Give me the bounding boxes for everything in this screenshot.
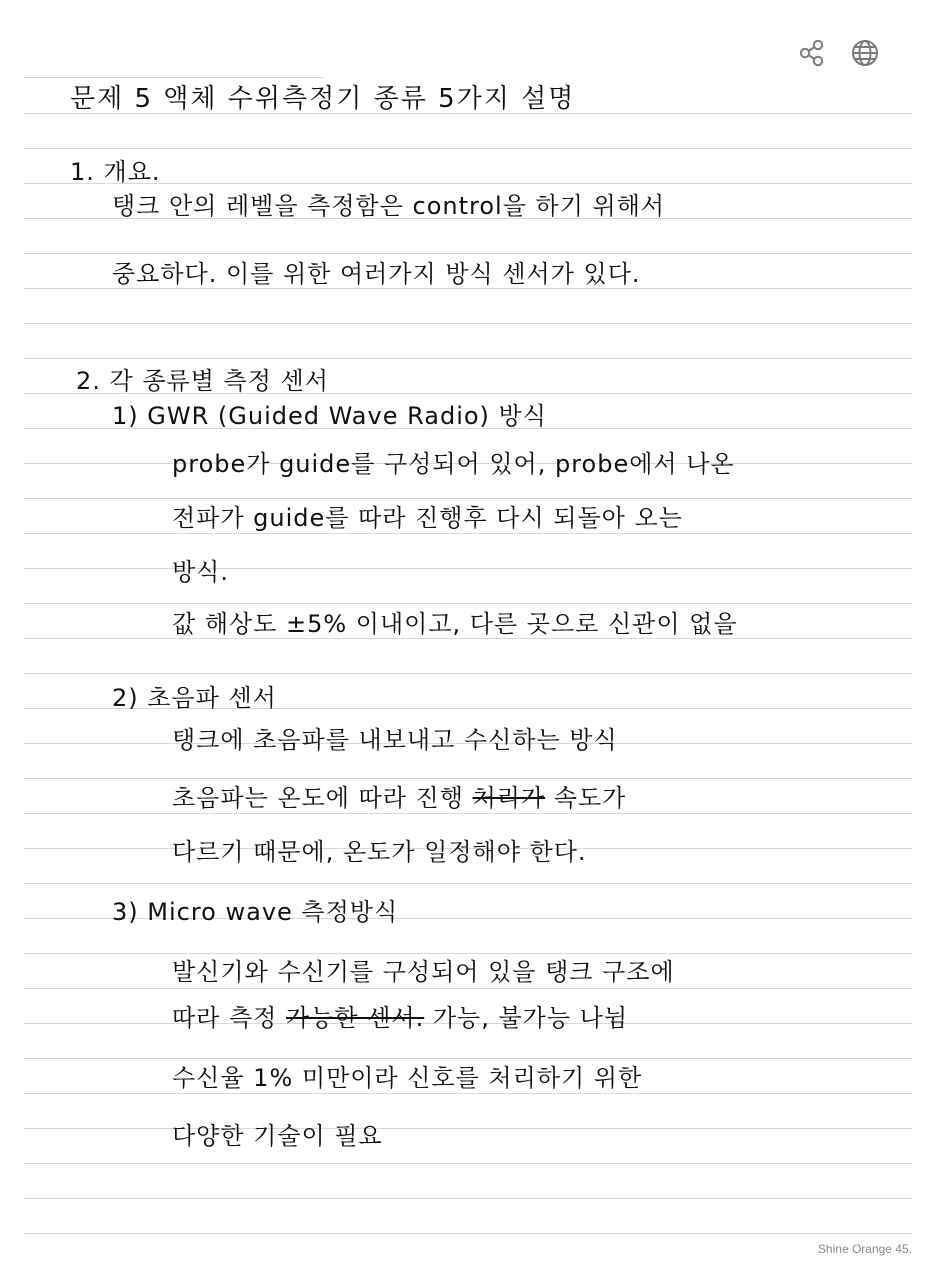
note-line: 중요하다. 이를 위한 여러가지 방식 센서가 있다. <box>112 260 641 288</box>
rule-line <box>24 988 912 989</box>
note-line: 다르기 때문에, 온도가 일정해야 한다. <box>172 838 587 866</box>
rule-line <box>24 358 912 359</box>
rule-line <box>24 953 912 954</box>
struck-text: 처리가 <box>472 784 546 812</box>
note-line: 다양한 기술이 필요 <box>172 1122 383 1150</box>
share-icon[interactable] <box>797 38 827 68</box>
subsection-heading-microwave: 3) Micro wave 측정방식 <box>112 898 399 926</box>
rule-line <box>24 1198 912 1199</box>
struck-text: 가능한 센서. <box>286 1004 425 1032</box>
note-title: 문제 5 액체 수위측정기 종류 5가지 설명 <box>70 84 576 114</box>
section-heading-overview: 1. 개요. <box>70 158 161 186</box>
rule-line <box>24 1163 912 1164</box>
subsection-heading-ultrasonic: 2) 초음파 센서 <box>112 684 277 712</box>
note-line: 전파가 guide를 따라 진행후 다시 되돌아 오는 <box>172 504 683 532</box>
note-line: 방식. <box>172 558 229 586</box>
rule-line <box>24 883 912 884</box>
note-line <box>172 1006 628 1030</box>
note-line <box>172 786 626 810</box>
rule-line <box>24 288 912 289</box>
rule-line <box>24 77 324 78</box>
rule-line <box>24 148 912 149</box>
note-text: 가능, 불가능 나뉨 <box>432 1004 629 1032</box>
rule-line <box>24 323 912 324</box>
rule-line <box>24 533 912 534</box>
note-line: 발신기와 수신기를 구성되어 있을 탱크 구조에 <box>172 958 675 986</box>
rule-line <box>24 498 912 499</box>
note-text: 초음파는 온도에 따라 진행 <box>172 784 464 812</box>
rule-line <box>24 1233 912 1234</box>
note-line: probe가 guide를 구성되어 있어, probe에서 나온 <box>172 450 735 478</box>
note-text: 따라 측정 <box>172 1004 278 1032</box>
rule-line <box>24 1093 912 1094</box>
rule-line <box>24 603 912 604</box>
rule-line <box>24 778 912 779</box>
subsection-heading-gwr: 1) GWR (Guided Wave Radio) 방식 <box>112 402 547 430</box>
globe-icon[interactable] <box>850 38 880 68</box>
note-text: 속도가 <box>553 784 627 812</box>
rule-line <box>24 253 912 254</box>
note-line: 수신율 1% 미만이라 신호를 처리하기 위한 <box>172 1064 643 1092</box>
rule-line <box>24 673 912 674</box>
section-heading-sensors: 2. 각 종류별 측정 센서 <box>76 367 329 395</box>
brand-watermark: Shine Orange 45. <box>817 1242 912 1256</box>
rule-line <box>24 568 912 569</box>
note-line: 값 해상도 ±5% 이내이고, 다른 곳으로 신관이 없을 <box>172 610 738 638</box>
rule-line <box>24 1128 912 1129</box>
note-line: 탱크에 초음파를 내보내고 수신하는 방식 <box>172 726 618 754</box>
rule-line <box>24 1058 912 1059</box>
rule-line <box>24 638 912 639</box>
note-line: 탱크 안의 레벨을 측정함은 control을 하기 위해서 <box>112 192 666 220</box>
rule-line <box>24 813 912 814</box>
